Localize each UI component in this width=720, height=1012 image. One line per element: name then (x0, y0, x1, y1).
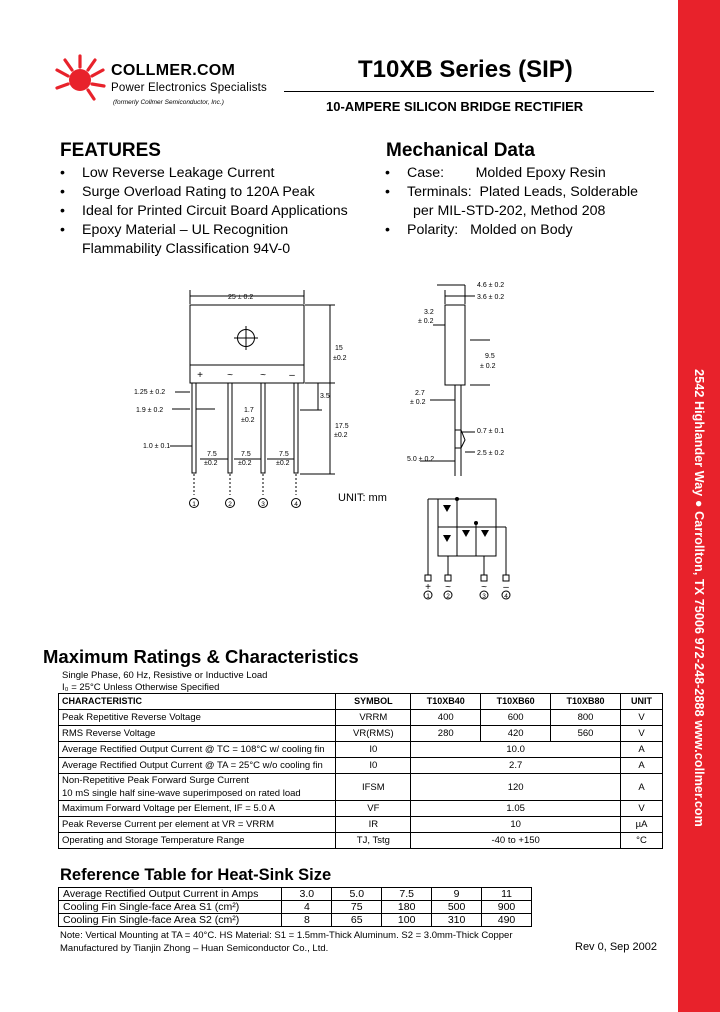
logo-name: COLLMER.COM (111, 62, 236, 79)
pin-polarity: – (289, 370, 295, 381)
table-row (59, 710, 663, 726)
mechanical-heading: Mechanical Data (386, 140, 535, 161)
dim-label: 3.2 (424, 309, 434, 316)
table-row (59, 758, 663, 774)
dim-label: 7.5 (279, 451, 289, 458)
cell: 280 (411, 726, 481, 742)
dim-label: ±0.2 (276, 460, 290, 467)
column-header: UNIT (621, 694, 663, 710)
list-item: • Case: Molded Epoxy Resin (385, 164, 638, 183)
pin-label: 2 (446, 593, 450, 600)
cell: 490 (482, 914, 532, 927)
cell: Average Rectified Output Current @ TA = 25°C w/o cooling fin (59, 758, 336, 774)
cell: A (621, 742, 663, 758)
dim-label: 1.7 (244, 407, 254, 414)
cell: -40 to +150 (411, 833, 621, 849)
table-header-row (59, 694, 663, 710)
dim-label: 4.6 ± 0.2 (477, 282, 505, 289)
table-row (59, 833, 663, 849)
heatsink-heading: Reference Table for Heat-Sink Size (60, 866, 332, 884)
features-heading: FEATURES (60, 140, 161, 161)
cell: Maximum Forward Voltage per Element, IF = 5.0 A (59, 801, 336, 817)
cell: I0 (336, 758, 411, 774)
cell: 11 (482, 888, 532, 901)
dim-label: ± 0.2 (480, 363, 496, 370)
cell: 560 (551, 726, 621, 742)
cell: I0 (336, 742, 411, 758)
list-item: Flammability Classification 94V-0 (82, 241, 291, 257)
heatsink-note: Note: Vertical Mounting at TA = 40°C. HS Material: S1 = 1.5mm-Thick Aluminum. S2 = 3.0mm-Thick Copper (60, 930, 513, 941)
cell: Peak Reverse Current per element at VR = VRRM (59, 817, 336, 833)
pin-label: 4 (504, 593, 508, 600)
cell: V (621, 726, 663, 742)
cell: 9 (432, 888, 482, 901)
table-row (59, 726, 663, 742)
pin-polarity: + (425, 582, 431, 593)
page-title: T10XB Series (SIP) (358, 56, 573, 83)
cell: IR (336, 817, 411, 833)
table-row (59, 817, 663, 833)
conditions-note: I₀ = 25°C Unless Otherwise Specified (62, 682, 220, 693)
pin-polarity: + (197, 370, 203, 381)
dim-label: 2.5 ± 0.2 (477, 450, 505, 457)
cell: Cooling Fin Single-face Area S2 (cm²) (59, 914, 282, 927)
page-subtitle: 10-AMPERE SILICON BRIDGE RECTIFIER (326, 99, 584, 114)
dim-label: ± 0.2 (410, 399, 426, 406)
list-item: per MIL-STD-202, Method 208 (413, 203, 606, 219)
pin-polarity: – (503, 582, 509, 593)
dim-label: ±0.2 (238, 460, 252, 467)
dim-label: ± 0.2 (418, 318, 434, 325)
dim-label: ±0.2 (333, 355, 347, 362)
cell: 5.0 (332, 888, 382, 901)
pin-polarity: ~ (260, 370, 266, 381)
cell: 75 (332, 901, 382, 914)
package-body-front (190, 305, 304, 383)
cell: A (621, 774, 663, 801)
dim-label: ±0.2 (241, 417, 255, 424)
pin-label: 1 (192, 501, 196, 508)
cell: 65 (332, 914, 382, 927)
dim-label: 2.7 (415, 390, 425, 397)
dim-label: 0.7 ± 0.1 (477, 428, 505, 435)
table-row (59, 888, 532, 901)
conditions-note: Single Phase, 60 Hz, Resistive or Inductive Load (62, 670, 268, 681)
revision-label: Rev 0, Sep 2002 (575, 941, 657, 953)
cell-line: 10 mS single half sine-wave superimposed on rated load (62, 788, 301, 799)
dim-label: 1.0 ± 0.1 (143, 443, 171, 450)
pin-label: 3 (482, 593, 486, 600)
dim-label: 7.5 (207, 451, 217, 458)
cell: 10.0 (411, 742, 621, 758)
cell: Operating and Storage Temperature Range (59, 833, 336, 849)
pin-label: 3 (261, 501, 265, 508)
list-item: • Ideal for Printed Circuit Board Applications (60, 202, 348, 221)
dim-label: 17.5 (335, 423, 349, 430)
contact-info: 2542 Highlander Way ● Carrollton, TX 75006 972-248-2888 www.collmer.com (692, 369, 706, 827)
dim-label: 3.6 ± 0.2 (477, 294, 505, 301)
list-item: • Polarity: Molded on Body (385, 221, 638, 240)
column-header: T10XB40 (411, 694, 481, 710)
cell: A (621, 758, 663, 774)
dim-label: 7.5 (241, 451, 251, 458)
diode-icon (481, 530, 489, 537)
pin-polarity: ~ (481, 582, 487, 593)
cell: RMS Reverse Voltage (59, 726, 336, 742)
cell: VR(RMS) (336, 726, 411, 742)
cell: 3.0 (282, 888, 332, 901)
pin-label: 2 (228, 501, 232, 508)
logo-note: (formerly Collmer Semiconductor, Inc.) (113, 99, 224, 106)
cell: µA (621, 817, 663, 833)
dim-label: 1.25 ± 0.2 (134, 389, 166, 396)
cell: 420 (481, 726, 551, 742)
dim-label: 3.5 (320, 393, 330, 400)
cell: Peak Repetitive Reverse Voltage (59, 710, 336, 726)
cell-line: Non-Repetitive Peak Forward Surge Current (62, 775, 249, 786)
pin-polarity: ~ (227, 370, 233, 381)
manufacturer-note: Manufactured by Tianjin Zhong – Huan Semiconductor Co., Ltd. (60, 943, 329, 954)
dim-label: 5.0 ± 0.2 (407, 456, 435, 463)
cell: 500 (432, 901, 482, 914)
table-row (59, 901, 532, 914)
dim-label: ±0.2 (334, 432, 348, 439)
cell: 600 (481, 710, 551, 726)
list-item: • Terminals: Plated Leads, Solderable (385, 183, 638, 202)
list-item: • Surge Overload Rating to 120A Peak (60, 183, 348, 202)
cell: TJ, Tstg (336, 833, 411, 849)
table-row (59, 914, 532, 927)
max-ratings-heading: Maximum Ratings & Characteristics (43, 646, 359, 667)
dim-label: 15 (335, 345, 343, 352)
table-row (59, 742, 663, 758)
cell: VRRM (336, 710, 411, 726)
table-row (59, 774, 663, 801)
cell: 800 (551, 710, 621, 726)
column-header: T10XB60 (481, 694, 551, 710)
column-header: T10XB80 (551, 694, 621, 710)
diode-icon (462, 530, 470, 537)
cell: 180 (382, 901, 432, 914)
dim-label: 1.9 ± 0.2 (136, 407, 164, 414)
list-item: • Epoxy Material – UL Recognition (60, 221, 348, 240)
cell: Average Rectified Output Current @ TC = 108°C w/ cooling fin (59, 742, 336, 758)
cell: Average Rectified Output Current in Amps (59, 888, 282, 901)
heatsink-table (58, 887, 532, 927)
column-header: CHARACTERISTIC (59, 694, 336, 710)
cell: VF (336, 801, 411, 817)
cell: 310 (432, 914, 482, 927)
cell: 4 (282, 901, 332, 914)
table-row (59, 801, 663, 817)
package-body-side (445, 305, 465, 385)
cell: 2.7 (411, 758, 621, 774)
cell: V (621, 801, 663, 817)
diode-icon (443, 535, 451, 542)
pin-polarity: ~ (445, 582, 451, 593)
pin-label: 1 (426, 593, 430, 600)
cell: 7.5 (382, 888, 432, 901)
dim-label: 9.5 (485, 353, 495, 360)
cell: 900 (482, 901, 532, 914)
cell: Cooling Fin Single-face Area S1 (cm²) (59, 901, 282, 914)
cell: 8 (282, 914, 332, 927)
cell: V (621, 710, 663, 726)
cell: 120 (411, 774, 621, 801)
cell: 1.05 (411, 801, 621, 817)
dim-label: ±0.2 (204, 460, 218, 467)
cell: 100 (382, 914, 432, 927)
cell: IFSM (336, 774, 411, 801)
column-header: SYMBOL (336, 694, 411, 710)
list-item: • Low Reverse Leakage Current (60, 164, 348, 183)
pin-label: 4 (294, 501, 298, 508)
cell: 400 (411, 710, 481, 726)
cell: 10 (411, 817, 621, 833)
cell: °C (621, 833, 663, 849)
logo-tagline: Power Electronics Specialists (111, 82, 267, 94)
max-ratings-table (58, 693, 663, 849)
cell (59, 774, 336, 801)
unit-label: UNIT: mm (338, 492, 387, 504)
dim-label: 25 ± 0.2 (228, 294, 254, 301)
diode-icon (443, 505, 451, 512)
